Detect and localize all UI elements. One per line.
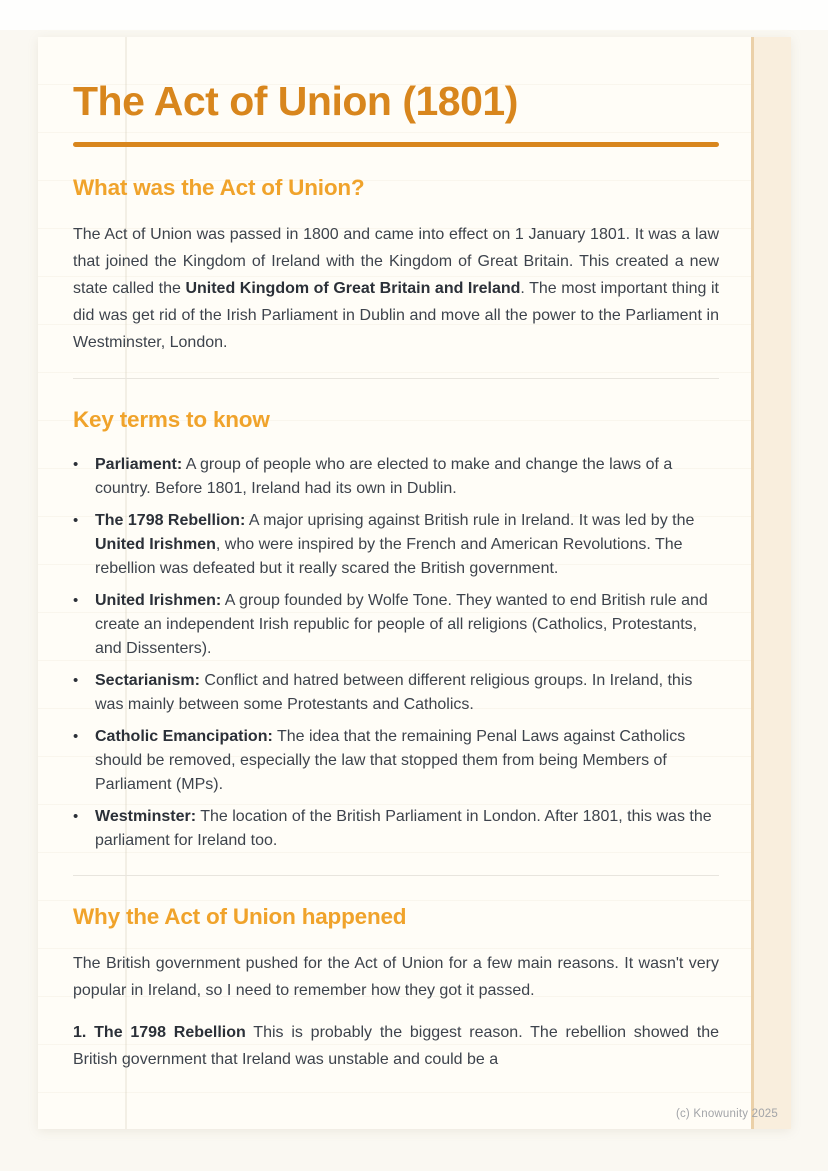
section-heading: Why the Act of Union happened — [73, 904, 407, 929]
text-run: The Act of Union was passed in 1800 and came into effect on 1 January 1801. It was a law that joined the Kingdom of Ireland with the Kingdom of Great Britain. This created a new state called the — [73, 226, 719, 297]
text-run: Conflict and hatred between different religious groups. In Ireland, this was mainly between some Protestants and Catholics. — [95, 672, 693, 713]
bold-term: Parliament: — [95, 456, 183, 473]
section-divider — [73, 378, 719, 379]
bullet-list — [73, 453, 719, 853]
page-title: The Act of Union (1801) — [73, 78, 518, 124]
list-item — [73, 805, 719, 853]
bold-term: Sectarianism: — [95, 672, 200, 689]
bullet-icon: • — [73, 728, 79, 745]
bold-term: Catholic Emancipation: — [95, 728, 273, 745]
list-item — [73, 509, 719, 581]
list-item — [73, 725, 719, 797]
paragraph — [73, 1019, 719, 1073]
text-run: A group of people who are elected to make and change the laws of a country. Before 1801, Ireland had its own in Dublin. — [95, 456, 673, 497]
text-run: , who were inspired by the French and American Revolutions. The rebellion was defeated but it really scared the British government. — [95, 536, 683, 577]
bullet-icon: • — [73, 808, 79, 825]
list-item — [73, 669, 719, 717]
list-item-text — [95, 805, 719, 853]
text-run: This is probably the biggest reason. The rebellion showed the British government that Ireland was unstable and could be a — [73, 1024, 719, 1068]
footer-credit: (c) Knowunity 2025 — [675, 1108, 778, 1120]
paragraph — [73, 221, 719, 356]
bullet-icon: • — [73, 672, 79, 689]
bold-term: The 1798 Rebellion: — [95, 512, 246, 529]
list-item-text — [95, 589, 719, 661]
text-run: The location of the British Parliament in London. After 1801, this was the parliament for Ireland too. — [95, 808, 712, 849]
section-heading: Key terms to know — [73, 407, 270, 432]
bullet-icon: • — [73, 592, 79, 609]
bullet-icon: • — [73, 456, 79, 473]
text-run: A major uprising against British rule in Ireland. It was led by the — [245, 512, 695, 529]
list-item-text — [95, 509, 719, 581]
page-content — [38, 37, 791, 1073]
list-item-text — [95, 453, 719, 501]
paragraph — [73, 950, 719, 1004]
text-run: The British government pushed for the Act of Union for a few main reasons. It wasn't very popular in Ireland, so I need to remember how they got it passed. — [73, 955, 719, 999]
bullet-icon: • — [73, 512, 79, 529]
sections-container — [73, 175, 719, 1073]
list-item-text — [95, 669, 719, 717]
viewer-background — [0, 0, 828, 30]
bold-term: United Irishmen: — [95, 592, 222, 609]
bold-term: 1. The 1798 Rebellion — [73, 1024, 246, 1041]
text-run: The idea that the remaining Penal Laws against Catholics should be removed, especially the law that stopped them from being Members of Parliament (MPs). — [95, 728, 686, 793]
title-underline-rule — [73, 142, 719, 147]
list-item — [73, 589, 719, 661]
bold-term: Westminster: — [95, 808, 197, 825]
text-run: . The most important thing it did was get rid of the Irish Parliament in Dublin and move all the power to the Parliament in Westminster, London. — [73, 280, 719, 351]
section-heading: What was the Act of Union? — [73, 175, 365, 200]
section-divider — [73, 875, 719, 876]
text-run: A group founded by Wolfe Tone. They wanted to end British rule and create an independent Irish republic for people of all religions (Catholics, Protestants, and Dissenters). — [95, 592, 708, 657]
list-item-text — [95, 725, 719, 797]
bold-term: United Irishmen — [95, 536, 216, 553]
document-page — [38, 37, 791, 1129]
list-item — [73, 453, 719, 501]
bold-term: United Kingdom of Great Britain and Ireland — [185, 280, 521, 297]
